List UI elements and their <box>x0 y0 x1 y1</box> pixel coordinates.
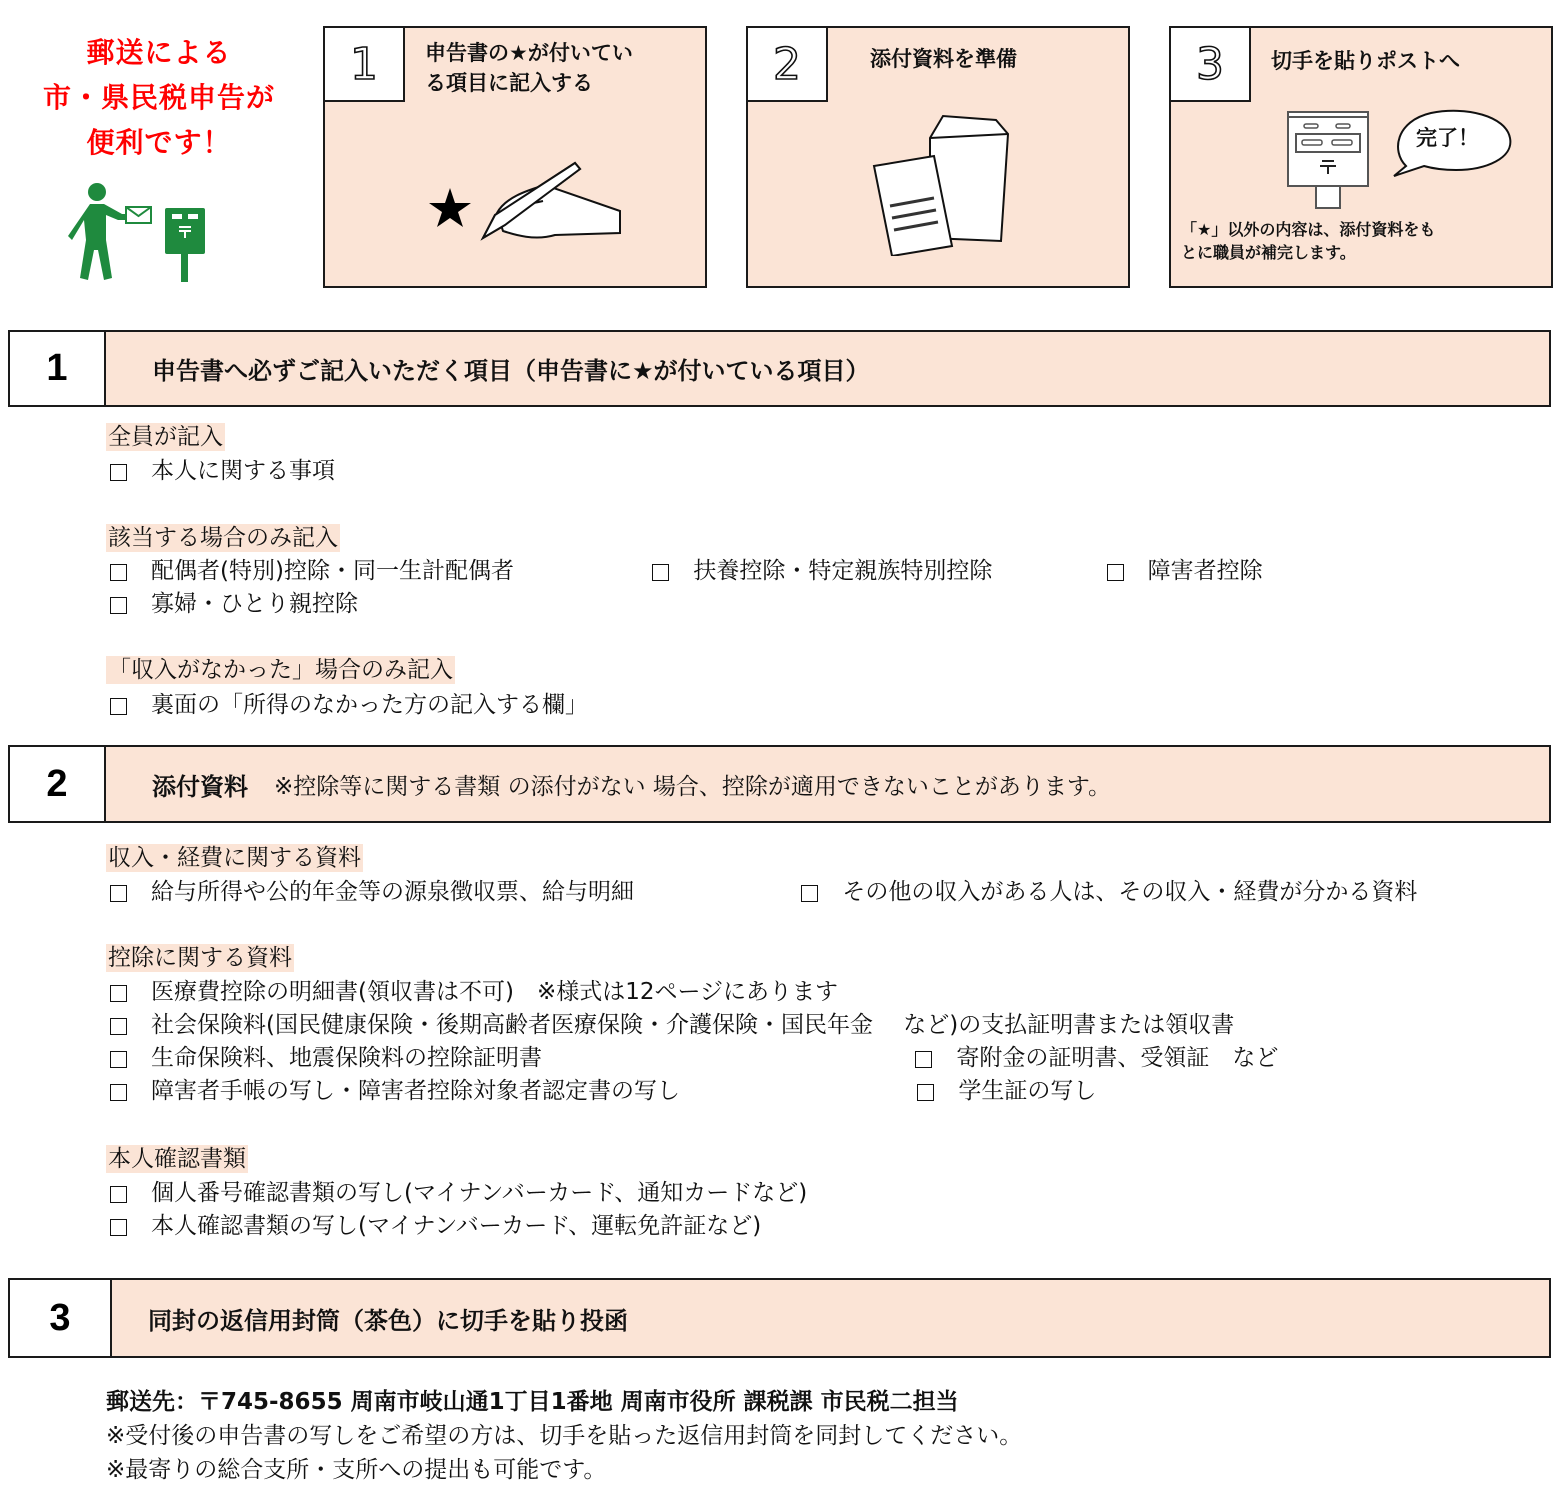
step-title: 切手を貼りポストへ <box>1271 49 1460 73</box>
step-title: 申告書の★が付いてい る項目に記入する <box>425 41 633 95</box>
footer-note: ※最寄りの総合支所・支所への提出も可能です。 <box>106 1457 607 1483</box>
checkbox[interactable] <box>1107 564 1124 581</box>
headline-line-2: 市・県民税申告が <box>42 81 275 114</box>
group-heading: 全員が記入 <box>108 424 223 450</box>
checkbox[interactable] <box>110 1186 127 1203</box>
checklist-row: 個人番号確認書類の写し(マイナンバーカード、通知カードなど) <box>106 1178 807 1210</box>
group-heading: 収入・経費に関する資料 <box>108 845 361 871</box>
promo-headline <box>0 30 318 165</box>
section-number: 3 <box>10 1280 112 1356</box>
checklist-row: 配偶者(特別)控除・同一生計配偶者 扶養控除・特定親族特別控除 障害者控除 <box>106 556 1263 588</box>
headline-line-3: 便利です！ <box>86 126 232 159</box>
checkbox[interactable] <box>652 564 669 581</box>
group-heading: 「収入がなかった」場合のみ記入 <box>108 657 453 683</box>
step-title: 添付資料を準備 <box>870 47 1017 71</box>
section-title <box>152 747 1111 821</box>
step-number-badge: 1 <box>323 26 405 102</box>
checkbox[interactable] <box>801 885 818 902</box>
section-subtitle: ※控除等に関する書類 の添付がない 場合、控除が適用できないことがあります。 <box>274 773 1112 800</box>
group-heading: 控除に関する資料 <box>108 945 292 971</box>
checklist-row: 社会保険料(国民健康保険・後期高齢者医療保険・介護保険・国民年金 など)の支払証明書または領収書 <box>106 1010 1234 1042</box>
checklist-row: 障害者手帳の写し・障害者控除対象者認定書の写し 学生証の写し <box>106 1076 1096 1108</box>
checklist-row: 給与所得や公的年金等の源泉徴収票、給与明細 その他の収入がある人は、その収入・経費が分かる資料 <box>106 877 1417 909</box>
person-mailing-letter-icon <box>60 178 220 288</box>
checkbox[interactable] <box>110 564 127 581</box>
postbox-icon <box>1286 110 1371 214</box>
section-title: 申告書へ必ずご記入いただく項目（申告書に★が付いている項目） <box>152 357 870 385</box>
checkbox[interactable] <box>110 597 127 614</box>
checklist-row: 生命保険料、地震保険料の控除証明書 寄附金の証明書、受領証 など <box>106 1043 1278 1075</box>
step-note: 「★」以外の内容は、添付資料をも とに職員が補完します。 <box>1181 220 1436 262</box>
step-number-badge: 3 <box>1169 26 1251 102</box>
documents-envelope-icon <box>868 106 1028 260</box>
speech-bubble <box>1386 106 1516 190</box>
checkbox[interactable] <box>110 698 127 715</box>
checkbox[interactable] <box>110 885 127 902</box>
checkbox[interactable] <box>110 985 127 1002</box>
group-heading: 本人確認書類 <box>108 1146 246 1172</box>
checklist-row: 本人確認書類の写し(マイナンバーカード、運転免許証など) <box>106 1211 761 1243</box>
checkbox[interactable] <box>917 1084 934 1101</box>
checkbox[interactable] <box>915 1051 932 1068</box>
section-header-3 <box>8 1278 1551 1358</box>
mailing-address: 郵送先：〒745-8655 周南市岐山通1丁目1番地 周南市役所 課税課 市民税二担当 <box>106 1389 959 1415</box>
checkbox[interactable] <box>110 1018 127 1035</box>
step-card-1 <box>323 26 707 288</box>
step-card-2 <box>746 26 1130 288</box>
section-number: 1 <box>10 332 106 405</box>
section-title: 同封の返信用封筒（茶色）に切手を貼り投函 <box>148 1306 628 1335</box>
step-card-3 <box>1169 26 1553 288</box>
section-header-1 <box>8 330 1551 407</box>
group-heading: 該当する場合のみ記入 <box>108 525 338 551</box>
checklist-row: 本人に関する事項 <box>106 456 335 488</box>
headline-line-1: 郵送による <box>86 36 232 69</box>
section-title-main: 添付資料 <box>152 772 248 801</box>
checklist-row: 裏面の「所得のなかった方の記入する欄」 <box>106 690 588 722</box>
footer-note: ※受付後の申告書の写しをご希望の方は、切手を貼った返信用封筒を同封してください。 <box>106 1423 1023 1449</box>
checklist-row: 医療費控除の明細書(領収書は不可) ※様式は12ページにあります <box>106 977 838 1009</box>
checkbox[interactable] <box>110 1219 127 1236</box>
checkbox[interactable] <box>110 464 127 481</box>
checkbox[interactable] <box>110 1084 127 1101</box>
section-number: 2 <box>10 747 106 821</box>
checklist-row: 寡婦・ひとり親控除 <box>106 589 358 621</box>
star-hand-writing-icon <box>425 143 625 247</box>
step-number-badge: 2 <box>746 26 828 102</box>
checkbox[interactable] <box>110 1051 127 1068</box>
section-header-2 <box>8 745 1551 823</box>
bubble-text: 完了！ <box>1416 126 1479 150</box>
